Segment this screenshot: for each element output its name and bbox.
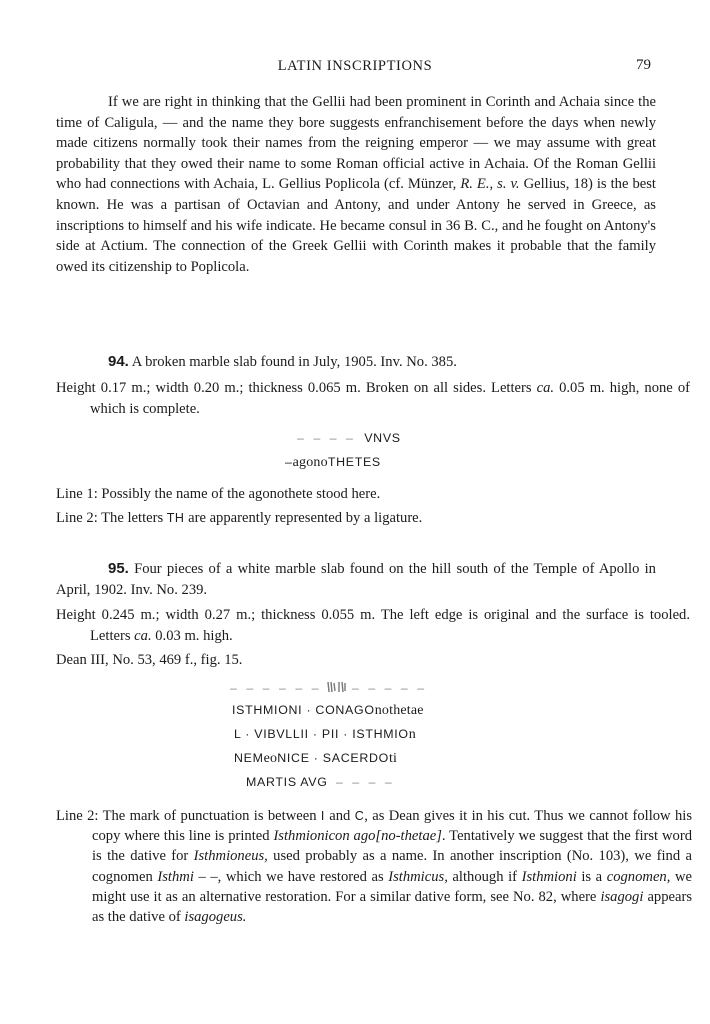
entry-95-heading: 95. Four pieces of a white marble slab found on the hill south of the Temple of Apollo in April, 1902. Inv. No. 239.	[56, 560, 656, 598]
inscription-95-line-2: L · VIBVLLII · PII · ISTHMIOn	[234, 727, 416, 742]
inscription-94-line-2: –agonoTHETES	[285, 455, 381, 470]
inscription-95-line-4: MARTIS AVG – – – –	[246, 775, 395, 789]
entry-95-reference: Dean III, No. 53, 469 f., fig. 15.	[56, 652, 243, 668]
running-header: LATIN INSCRIPTIONS	[277, 58, 433, 74]
broken-letters-fragment	[326, 681, 348, 693]
page-number: 79	[636, 57, 651, 73]
entry-number: 95.	[108, 560, 129, 577]
entry-95-note: Line 2: The mark of punctuation is between I and C, as Dean gives it in his cut. Thus we cannot follow his copy where this line is printed Isthmionicon ago[no-thetae]. Tentatively we suggest that the first word is the dative for Isthmioneus, used probably as a name. In another inscription (No. 103), we find a cognomen Isthmi – –, which we have restored as Isthmicus, although if Isthmioni is a cognomen, we might use it as an alternative restoration. For a similar dative form, see No. 82, where isagogi appears as the dative of isagogeus.	[56, 808, 693, 926]
inscription-94-line-1: – – – – VNVS	[297, 431, 401, 445]
entry-94-note-2: Line 2: The letters TH are apparently represented by a ligature.	[56, 510, 423, 526]
entry-number: 94.	[108, 353, 129, 370]
intro-paragraph: If we are right in thinking that the Gellii had been prominent in Corinth and Achaia since the time of Caligula, — and the name they bore suggests enfranchisement before the days when newly made citizens normally took their names from the reigning emperor — we may assume with great probability that they owed their name to some Roman official active in Achaia. Of the Roman Gellii who had connections with Achaia, L. Gellius Poplicola (cf. Münzer, R. E., s. v. Gellius, 18) is the best known. He was a partisan of Octavian and Antony, and under Antony he served in Greece, as inscriptions to himself and his wife indicate. He became consul in 36 B. C., and he fought on Antony's side at Actium. The connection of the Greek Gellii with Corinth makes it probable that the family owed its citizenship to Poplicola.	[56, 94, 656, 275]
entry-94-dimensions: Height 0.17 m.; width 0.20 m.; thickness 0.065 m. Broken on all sides. Letters ca. 0.05 m. high, none of which is complete.	[56, 380, 690, 417]
inscription-95-line-3: NEMeoNICE · SACERDOti	[234, 751, 398, 766]
inscription-95-line-1: ISTHMIONI · CONAGOnothetae	[232, 703, 424, 718]
entry-94-note-1: Line 1: Possibly the name of the agonothete stood here.	[56, 486, 381, 502]
inscription-95-line-0: – – – – – – – – – – –	[230, 681, 428, 695]
entry-94-heading: 94. A broken marble slab found in July, 1905. Inv. No. 385.	[108, 353, 457, 370]
entry-95-dimensions: Height 0.245 m.; width 0.27 m.; thickness 0.055 m. The left edge is original and the surface is tooled. Letters ca. 0.03 m. high.	[56, 607, 690, 644]
